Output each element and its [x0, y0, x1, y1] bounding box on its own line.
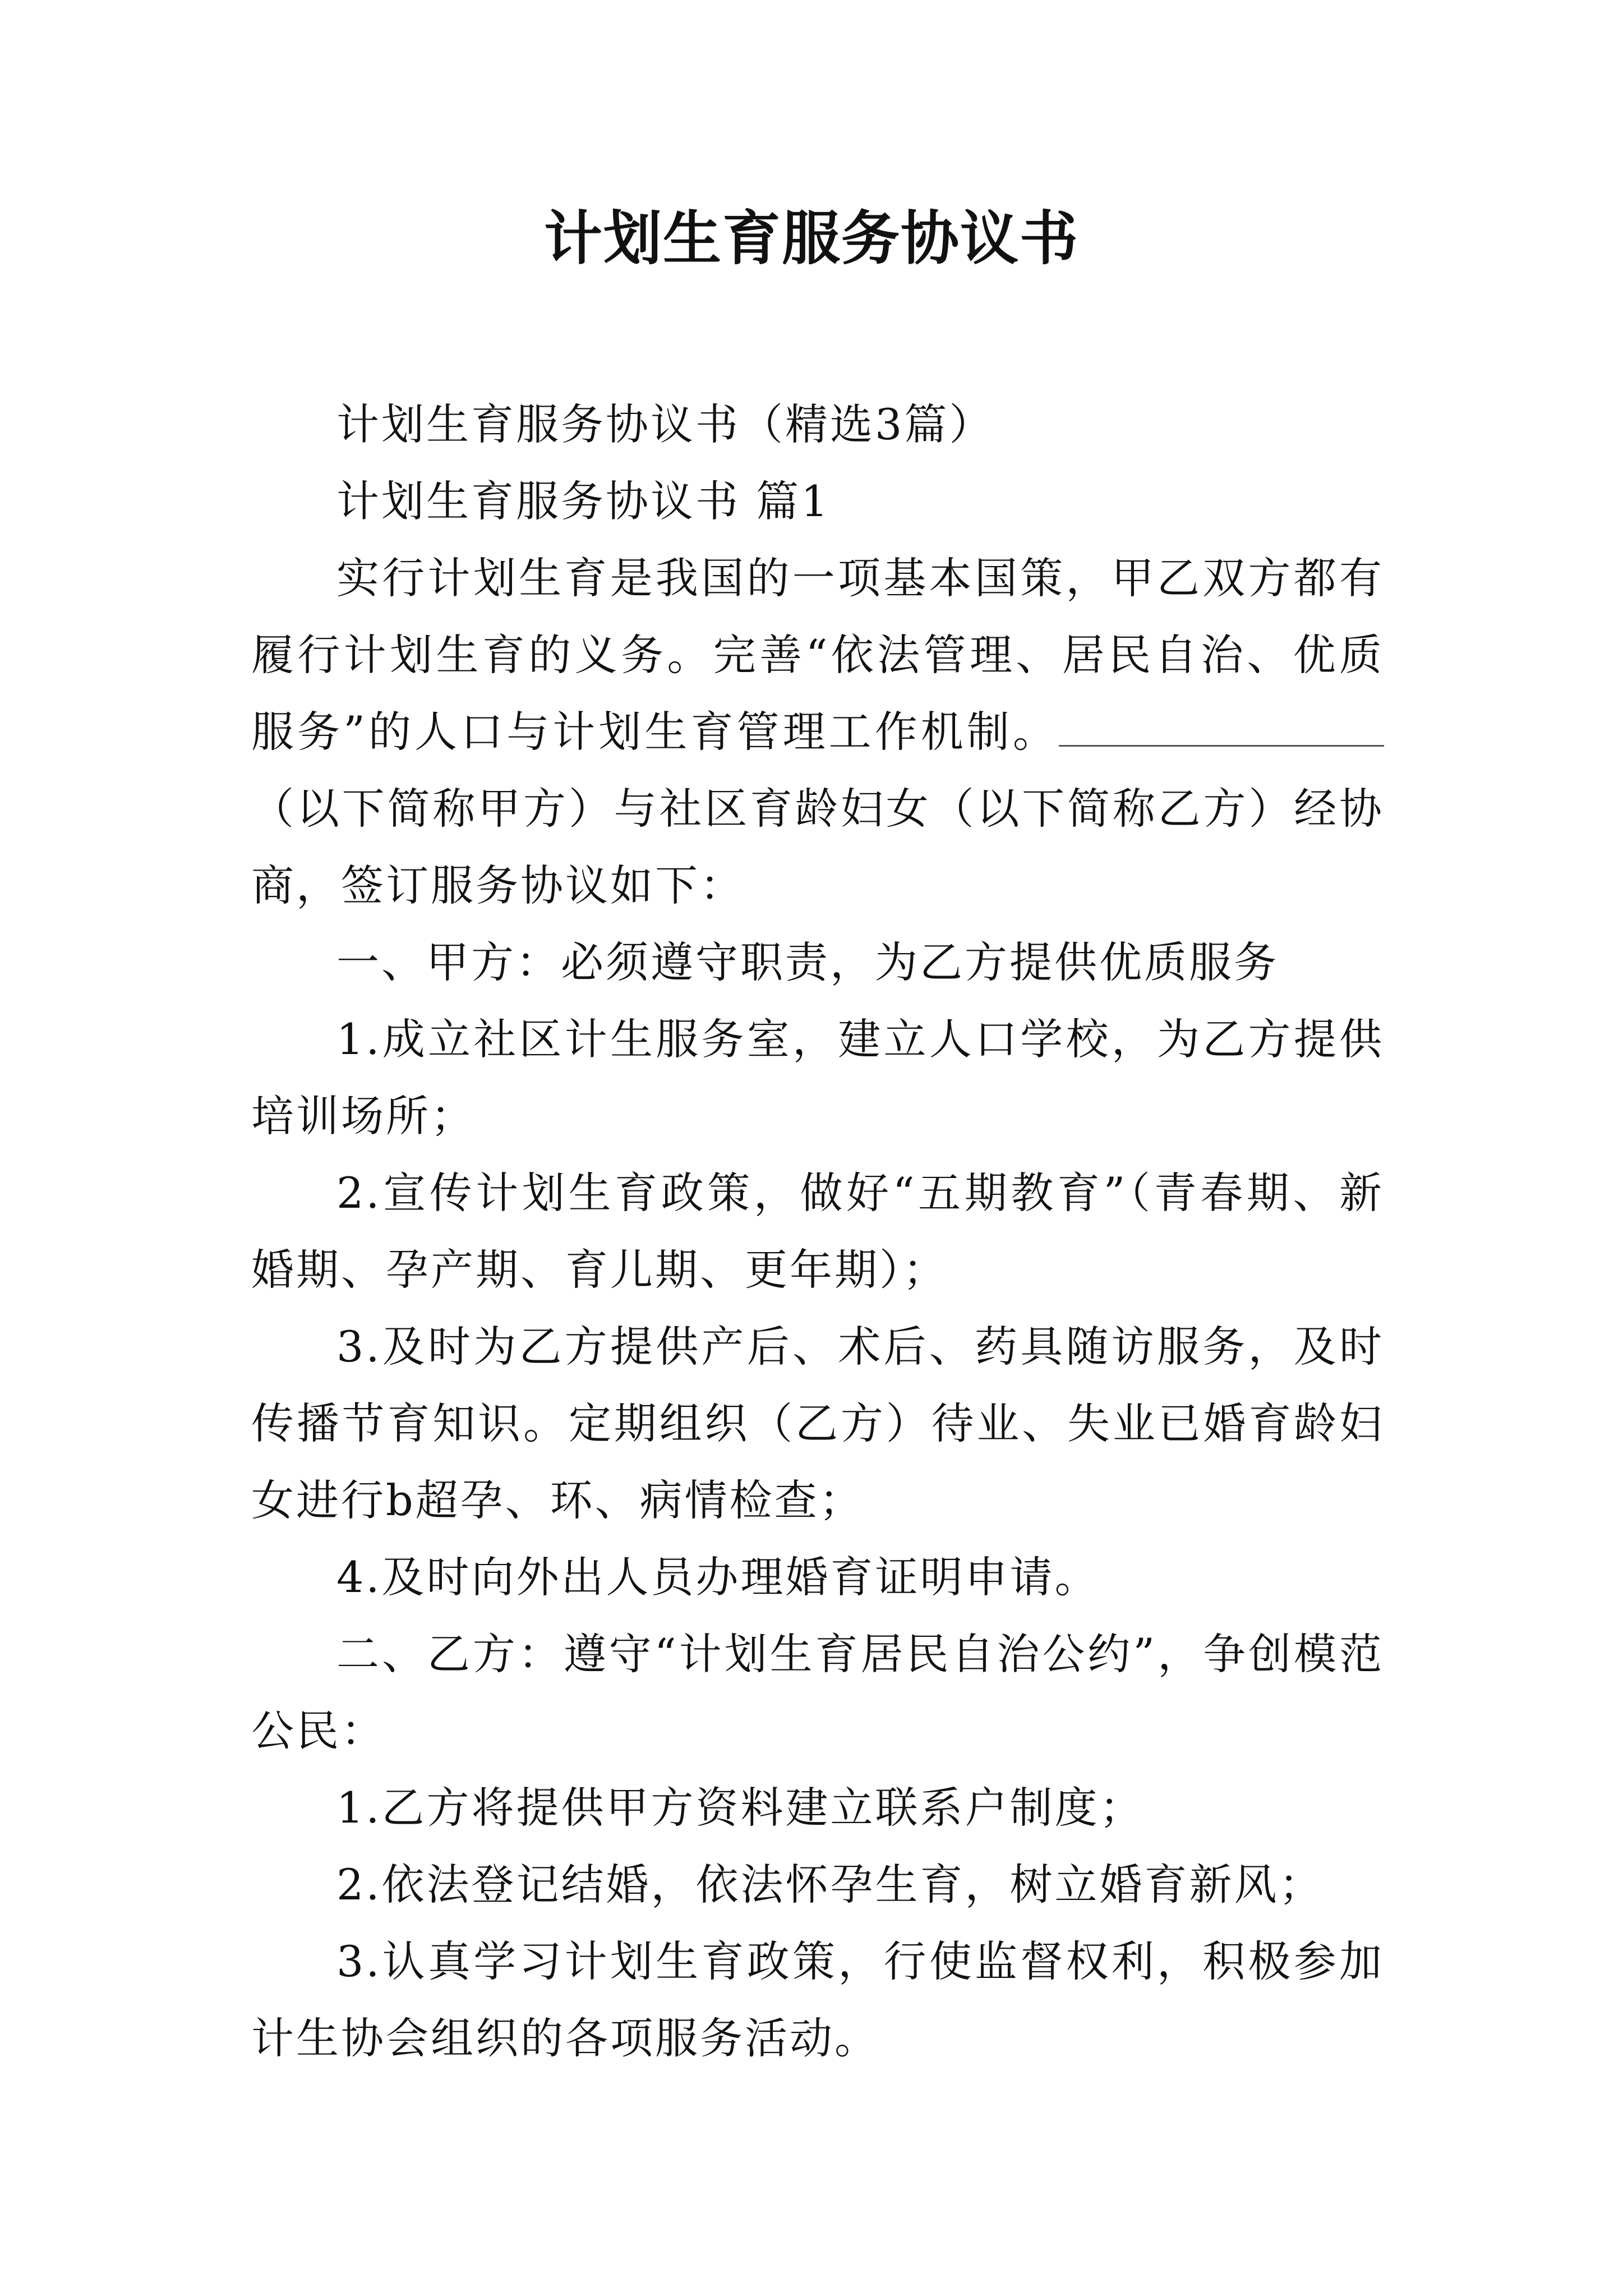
- paragraph-party-a-item-3: 3.及时为乙方提供产后、术后、药具随访服务，及时传播节育知识。定期组织（乙方）待业、失业已婚育龄妇女进行b超孕、环、病情检查；: [251, 1322, 1384, 1525]
- paragraph-party-b-item-1: 1.乙方将提供甲方资料建立联系户制度；: [336, 1783, 1145, 1833]
- paragraph-party-a-item-4: 4.及时向外出人员办理婚育证明申请。: [336, 1552, 1100, 1602]
- fill-in-blank-line: [1059, 706, 1384, 747]
- paragraph-section-heading: 计划生育服务协议书 篇1: [336, 476, 831, 526]
- intro-text-after-blank: （以下简称甲方）与社区育龄妇女（以下简称乙方）经协商，签订服务协议如下：: [251, 784, 1384, 910]
- paragraph-party-a-item-1: 1.成立社区计生服务室，建立人口学校，为乙方提供培训场所；: [251, 1014, 1384, 1141]
- paragraph-party-a-heading: 一、甲方：必须遵守职责，为乙方提供优质服务: [336, 937, 1279, 987]
- document-title: 计划生育服务协议书: [543, 204, 1079, 273]
- paragraph-party-a-item-2: 2.宣传计划生育政策，做好“五期教育”（青春期、新婚期、孕产期、育儿期、更年期）；: [251, 1168, 1384, 1295]
- paragraph-party-b-item-2: 2.依法登记结婚，依法怀孕生育，树立婚育新风；: [336, 1860, 1324, 1910]
- document-body: [251, 386, 1384, 2077]
- paragraph-party-b-heading: 二、乙方：遵守“计划生育居民自治公约”，争创模范公民：: [251, 1629, 1384, 1756]
- paragraph-intro: [251, 540, 1384, 924]
- paragraph-party-b-item-3: 3.认真学习计划生育政策，行使监督权利，积极参加计生协会组织的各项服务活动。: [251, 1936, 1384, 2063]
- paragraph-subtitle: 计划生育服务协议书（精选3篇）: [336, 399, 994, 449]
- intro-text-before-blank: 实行计划生育是我国的一项基本国策，甲乙双方都有履行计划生育的义务。完善“依法管理、居民自治、优质服务”的人口与计划生育管理工作机制。: [251, 553, 1384, 757]
